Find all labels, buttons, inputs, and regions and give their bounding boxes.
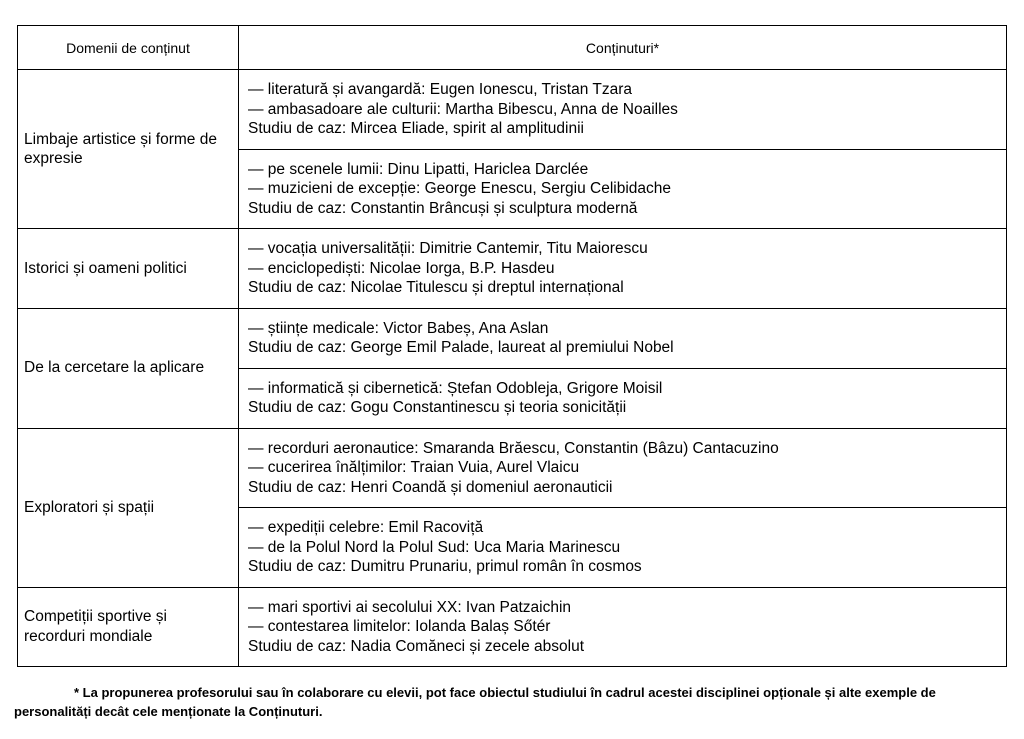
domain-cell-competitii: Competiții sportive și recorduri mondiale	[18, 587, 239, 667]
domain-cell-cercetare: De la cercetare la aplicare	[18, 308, 239, 428]
domain-cell-istorici: Istorici și oameni politici	[18, 229, 239, 309]
content-line: — contestarea limitelor: Iolanda Balaș Sőtér	[248, 618, 551, 635]
content-line: Studiu de caz: Henri Coandă și domeniul aeronauticii	[248, 478, 613, 496]
header-cell-contents: Conținuturi*	[239, 26, 1007, 70]
table-row	[18, 229, 1007, 309]
content-cell	[239, 229, 1007, 309]
content-line: — informatică și cibernetică: Ștefan Odobleja, Grigore Moisil	[248, 379, 663, 397]
content-line: Studiu de caz: Mircea Eliade, spirit al amplitudinii	[248, 120, 584, 137]
content-cell	[239, 368, 1007, 428]
table-row	[18, 70, 1007, 150]
content-line: — recorduri aeronautice: Smaranda Brăescu, Constantin (Bâzu) Cantacuzino	[248, 439, 779, 457]
content-line: — mari sportivi ai secolului XX: Ivan Patzaichin	[248, 598, 572, 616]
content-line: — științe medicale: Victor Babeș, Ana Aslan	[248, 319, 549, 337]
content-line: — vocația universalității: Dimitrie Cantemir, Titu Maiorescu	[248, 240, 648, 257]
domain-cell-limbaje-artistice: Limbaje artistice și forme de expresie	[18, 70, 239, 229]
content-line: Studiu de caz: Nicolae Titulescu și dreptul internațional	[248, 279, 624, 296]
content-cell	[239, 428, 1007, 508]
content-line: — enciclopediști: Nicolae Iorga, B.P. Hasdeu	[248, 259, 555, 277]
content-line: — expediții celebre: Emil Racoviță	[248, 519, 484, 536]
content-line: — cucerirea înălțimilor: Traian Vuia, Aurel Vlaicu	[248, 459, 580, 476]
content-line: Studiu de caz: George Emil Palade, laureat al premiului Nobel	[248, 339, 674, 356]
content-line: — de la Polul Nord la Polul Sud: Uca Maria Marinescu	[248, 538, 621, 556]
content-cell	[239, 70, 1007, 150]
content-line: — pe scenele lumii: Dinu Lipatti, Hariclea Darclée	[248, 160, 589, 178]
footnote: * La propunerea profesorului sau în colaborare cu elevii, pot face obiectul studiului în cadrul acestei disciplinei opționale și alte exemple de personalități decât cele menționate la Conținuturi.	[14, 685, 936, 719]
content-line: — muzicieni de excepție: George Enescu, Sergiu Celibidache	[248, 180, 672, 197]
table-row	[18, 308, 1007, 368]
content-line: Studiu de caz: Nadia Comăneci și zecele absolut	[248, 637, 585, 655]
content-cell	[239, 308, 1007, 368]
table-header-row	[18, 26, 1007, 70]
content-line: Studiu de caz: Constantin Brâncuși și sculptura modernă	[248, 199, 638, 217]
content-cell	[239, 587, 1007, 667]
content-line: — ambasadoare ale culturii: Martha Bibescu, Anna de Noailles	[248, 100, 678, 118]
content-cell	[239, 149, 1007, 229]
content-line: — literatură și avangardă: Eugen Ionescu, Tristan Tzara	[248, 81, 632, 98]
domain-cell-exploratori: Exploratori și spații	[18, 428, 239, 587]
content-table	[17, 25, 1007, 667]
content-line: Studiu de caz: Dumitru Prunariu, primul român în cosmos	[248, 558, 642, 575]
table-row	[18, 587, 1007, 667]
content-cell	[239, 508, 1007, 588]
header-cell-domains: Domenii de conținut	[18, 26, 239, 70]
table-row	[18, 428, 1007, 508]
content-line: Studiu de caz: Gogu Constantinescu și teoria sonicității	[248, 399, 627, 416]
